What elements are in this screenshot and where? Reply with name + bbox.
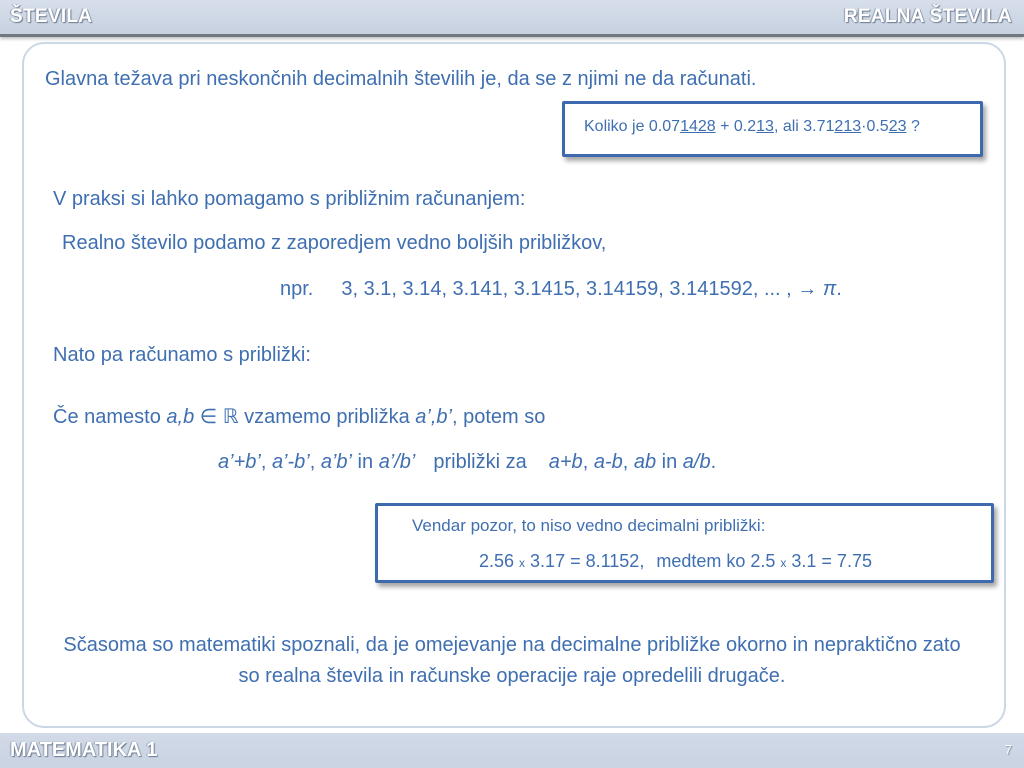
op-sum: a+b xyxy=(548,451,583,473)
nato-text: Nato pa računamo s približki: xyxy=(53,344,311,366)
header-right-title: REALNA ŠTEVILA xyxy=(843,6,1012,27)
example-part: 3.17 = 8.1152, xyxy=(525,551,645,571)
ce-part: Če namesto xyxy=(53,406,167,428)
repeating-digits: 23 xyxy=(888,118,907,135)
op-diff: a-b xyxy=(593,451,623,473)
example-prefix: npr. xyxy=(280,278,314,300)
repeating-digits: 13 xyxy=(756,118,774,135)
question-part: ·0.5 xyxy=(861,118,889,135)
op-quot: a/b xyxy=(682,451,711,473)
op-prod: ab xyxy=(633,451,657,473)
separator: , xyxy=(582,451,594,473)
example-part: 2.56 xyxy=(479,551,520,571)
page-number: 7 xyxy=(1004,742,1012,757)
question-box xyxy=(562,101,983,157)
repeating-digits: 213 xyxy=(834,118,862,135)
operations-line xyxy=(218,451,716,474)
ce-part: ∈ ℝ vzamemo približka xyxy=(194,406,416,428)
example-sequence xyxy=(280,278,842,301)
ce-part: , potem so xyxy=(452,406,546,428)
ce-text xyxy=(53,404,545,429)
op-sum-approx: a’+b’ xyxy=(218,451,261,473)
separator: in xyxy=(352,451,379,473)
repeating-digits: 1428 xyxy=(680,118,716,135)
variables-ab: a,b xyxy=(166,406,195,428)
footer-bar xyxy=(0,733,1024,768)
op-diff-approx: a’-b’ xyxy=(271,451,310,473)
example-part: medtem ko 2.5 xyxy=(656,551,781,571)
separator: in xyxy=(656,451,683,473)
header-left-title: ŠTEVILA xyxy=(10,6,93,27)
conclusion-text: Sčasoma so matematiki spoznali, da je omejevanje na decimalne približke okorno in nepraktično zato so realna števila in računske operacije raje opredelili drugače. xyxy=(63,634,961,687)
op-quot-approx: a’/b’ xyxy=(378,451,416,473)
pi-symbol: π xyxy=(822,278,837,300)
question-part: ? xyxy=(906,118,920,135)
times-symbol: x xyxy=(780,556,787,570)
example-values: 3, 3.1, 3.14, 3.141, 3.1415, 3.14159, 3.141592, ... , → xyxy=(341,278,823,300)
question-part: , ali 3.71 xyxy=(773,118,835,135)
question-part: + 0.2 xyxy=(715,118,757,135)
question-part: Koliko je 0.07 xyxy=(584,118,681,135)
separator: . xyxy=(710,451,717,473)
header-bar xyxy=(0,0,1024,37)
warning-text: Vendar pozor, to niso vedno decimalni približki: xyxy=(412,516,766,535)
times-symbol: x xyxy=(519,556,526,570)
course-title: MATEMATIKA 1 xyxy=(10,739,158,761)
op-prod-approx: a’b’ xyxy=(320,451,352,473)
priblizki-za-text: približki za xyxy=(433,451,527,473)
example-end: . xyxy=(836,278,842,300)
warning-example xyxy=(479,551,872,572)
warning-box xyxy=(375,503,994,583)
question-text xyxy=(584,118,920,136)
separator: , xyxy=(622,451,634,473)
example-part: 3.1 = 7.75 xyxy=(786,551,872,571)
praksi-text: V praksi si lahko pomagamo s približnim računanjem: xyxy=(53,188,526,210)
separator: , xyxy=(309,451,321,473)
intro-text: Glavna težava pri neskončnih decimalnih številih je, da se z njimi ne da računati. xyxy=(45,68,757,90)
realno-text: Realno število podamo z zaporedjem vedno boljših približkov, xyxy=(62,232,607,254)
variables-ab-prime: a’,b’ xyxy=(415,406,452,428)
separator: , xyxy=(260,451,272,473)
